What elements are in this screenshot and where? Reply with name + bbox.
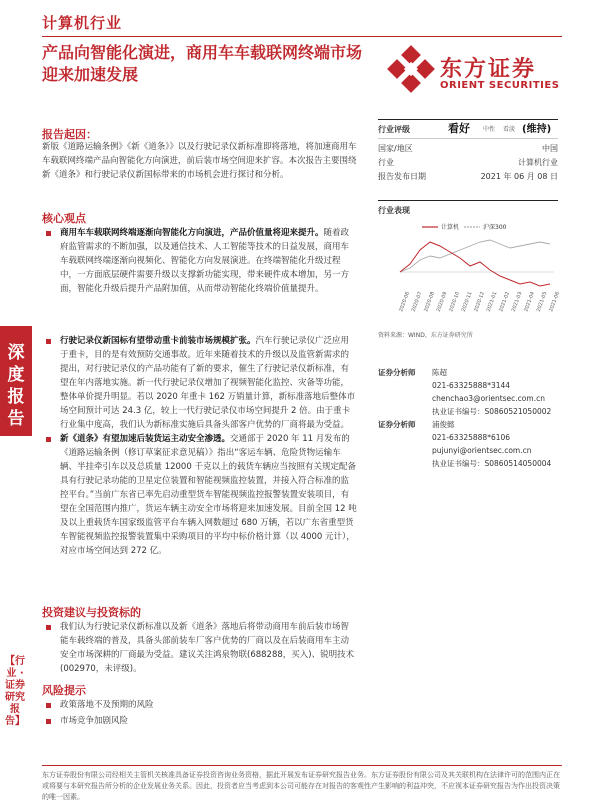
footer-rule [42, 765, 562, 766]
x-tick-label: 2020-06 [398, 290, 412, 313]
footer-disclaimer: 东方证券股份有限公司经相关主管机关核准具备证券投资咨询业务资格，据此开展发布证券研究报告业务。东方证券股份有限公司及其关联机构在法律许可的范围内正在或将要与本研究报告所分析的企业发展业务关系。因此，投资者应当考虑到本公司可能存在对报告的客观性产生影响的利益冲突，不应视本证券研究报告为作出投资决策的唯一因素。 [42, 771, 560, 801]
side-strip-label: 【行业 · 证券研究报告】 [5, 656, 25, 727]
core-bullet-3-text: 交通部于 2020 年 11 月发布的《道路运输条例（修订草案征求意见稿）》指出“客运车辆、危险货物运输车辆、半挂牵引车以及总质量 12000 千克以上的载货车辆应当按照有关规定配备具有行驶记录功能的卫星定位装置和智能视频监控装置，并接入符合标准的监控平台。”当前广东省已率先启动重型货车智能视频监控报警装置安装项目，有望在全国范围内推广，货运车辆主动安全市场将迎来加速发展。目前全国 12 吨及以上重载货车国家级监管平台车辆入网数超过 680 万辆，若以广东省重型货车智能视频监控报警装置集中采购项目的平均中标价格计算（以 4000 元计），对应市场空间达到 272 亿。 [60, 434, 357, 556]
orient-logo-icon [388, 46, 434, 92]
rating-label: 行业评级 [378, 125, 410, 134]
rating-row-k: 报告发布日期 [378, 172, 426, 181]
analyst-phone: 021-63325888*6106 [432, 433, 511, 442]
logo-cn: 东方证券 [440, 57, 537, 82]
rating-level-negative: 看淡 [503, 126, 516, 133]
risk-item-2: 市场竞争加剧风险 [60, 716, 129, 726]
x-tick-label: 2021-03 [510, 290, 524, 313]
core-bullet-1 [60, 226, 357, 296]
industry-tag: 计算机行业 [42, 14, 123, 32]
header-rule [42, 36, 562, 37]
logo-en: ORIENT SECURITIES [440, 80, 560, 91]
x-tick-label: 2021-05 [535, 290, 549, 313]
performance-heading: 行业表现 [378, 206, 410, 215]
core-bullet-1-lead: 商用车车载联网终端逐渐向智能化方向演进，产品价值量将迎来提升。 [60, 228, 324, 238]
core-heading: 核心观点 [42, 212, 86, 225]
analyst-email[interactable]: pujunyi@orientsec.com.cn [432, 446, 532, 455]
analyst-cert: 执业证书编号：S0860521050002 [432, 407, 552, 416]
x-tick-label: 2021-01 [485, 290, 499, 313]
bullet-icon [46, 339, 51, 344]
rating-row-v: 中国 [542, 144, 558, 153]
origin-text: 新版《道路运输条例》《新《道条》》以及行驶记录仪新标准即将落地，将加速商用车车载联网终端产品向智能化方向演进，前后装市场空间迎来扩容。本次报告主要围绕新《道条》和行驶记录仪新国标带来的市场机会进行探讨和分析。 [42, 142, 357, 180]
analyst-role: 证券分析师 [378, 368, 416, 377]
analyst-name: 浦俊懿 [432, 420, 455, 429]
rating-row-k: 国家/地区 [378, 144, 413, 153]
performance-source: 资料来源：WIND、东方证券研究所 [378, 332, 473, 339]
core-bullet-2-text: 汽车行驶记录仪广泛应用于重卡，目的是有效预防交通事故。近年来随着技术的升级以及监管新需求的提出，对行驶记录仪的产品功能有了新的要求，催生了行驶记录仪新标准，有望在年内落地实施。新一代行驶记录仪增加了视频智能化监控、灾备等功能，整体单价提升明显。若以 2020 年重卡 162 万销量计算，新标准落地后整体市场空间预计可达 24.3 亿，较上一代行驶记录仪市场空间提升 2 倍。由于重卡行业集中度高，我们认为新标准实施后具备头部客户优势的厂商将最为受益。 [60, 336, 356, 430]
analyst-phone: 021-63325888*3144 [432, 381, 511, 390]
x-tick-label: 2020-07 [410, 290, 424, 313]
x-tick-label: 2021-06 [548, 290, 562, 313]
risk-heading: 风险提示 [42, 684, 86, 697]
legend-index: 沪深300 [483, 224, 507, 231]
analyst-name: 陈超 [432, 368, 447, 377]
legend-industry: 计算机 [441, 224, 460, 231]
risk-item-1: 政策落地不及预期的风险 [60, 700, 154, 710]
analyst-cert: 执业证书编号：S0860514050004 [432, 459, 552, 468]
performance-chart [378, 220, 562, 318]
report-type-label: 深度报告 [7, 343, 25, 429]
bullet-icon [46, 719, 51, 724]
bullet-icon [46, 703, 51, 708]
performance-rule [378, 200, 558, 201]
bullet-icon [46, 437, 51, 442]
core-bullet-2-lead: 行驶记录仪新国标有望带动重卡前装市场规模扩张。 [60, 336, 256, 346]
x-tick-label: 2020-10 [448, 290, 462, 313]
bullet-icon [46, 231, 51, 236]
rating-row-k: 行业 [378, 158, 394, 167]
x-tick-label: 2020-12 [473, 290, 487, 313]
analyst-role: 证券分析师 [378, 420, 416, 429]
x-tick-label: 2021-02 [498, 290, 512, 313]
bullet-icon [46, 625, 51, 630]
advice-heading: 投资建议与投资标的 [42, 606, 141, 619]
advice-text: 我们认为行驶记录仪新标准以及新《道条》落地后将带动商用车前后装市场智能车载终端的普及，具备头部前装车厂客户优势的厂商以及在后装商用车主动安全市场深耕的厂商最为受益。建议关注鸿泉物联(688288，买入)、锐明技术(002970，未评级)。 [60, 622, 355, 674]
industry-series-line [400, 242, 550, 286]
core-bullet-3 [60, 432, 357, 558]
rating-rule [378, 138, 558, 139]
origin-heading: 报告起因： [42, 128, 97, 141]
rating-level-neutral: 中性 [483, 126, 496, 133]
rating-status: (维持) [522, 124, 552, 135]
rating-row-v: 2021 年 06 月 08 日 [480, 172, 558, 181]
core-bullet-3-lead: 新《道条》有望加速后装货运主动安全渗透。 [60, 434, 231, 444]
core-bullet-2 [60, 334, 357, 432]
x-tick-label: 2021-04 [523, 290, 537, 313]
index-series-line [400, 240, 550, 272]
analyst-email[interactable]: chenchao3@orientsec.com.cn [432, 394, 545, 403]
core-bullet-1-text: 随着政府监管需求的不断加强，以及通信技术、人工智能等技术的日益发展，商用车车载联网终端逐渐向视频化、智能化方向发展演进。在终端智能化升级过程中，一方面底层硬件需要升级以支撑新功能实现，带来硬件成本增加，另一方面，智能化升级后提升产品附加值，从而带动智能化终端价值量提升。 [60, 228, 350, 294]
rating-row-v: 计算机行业 [518, 158, 558, 167]
x-tick-label: 2020-09 [435, 290, 449, 313]
x-tick-label: 2020-11 [460, 290, 474, 313]
x-tick-label: 2020-08 [423, 290, 437, 313]
rating-value: 看好 [448, 122, 470, 135]
report-title: 产品向智能化演进，商用车车载联网终端市场迎来加速发展 [42, 43, 363, 84]
